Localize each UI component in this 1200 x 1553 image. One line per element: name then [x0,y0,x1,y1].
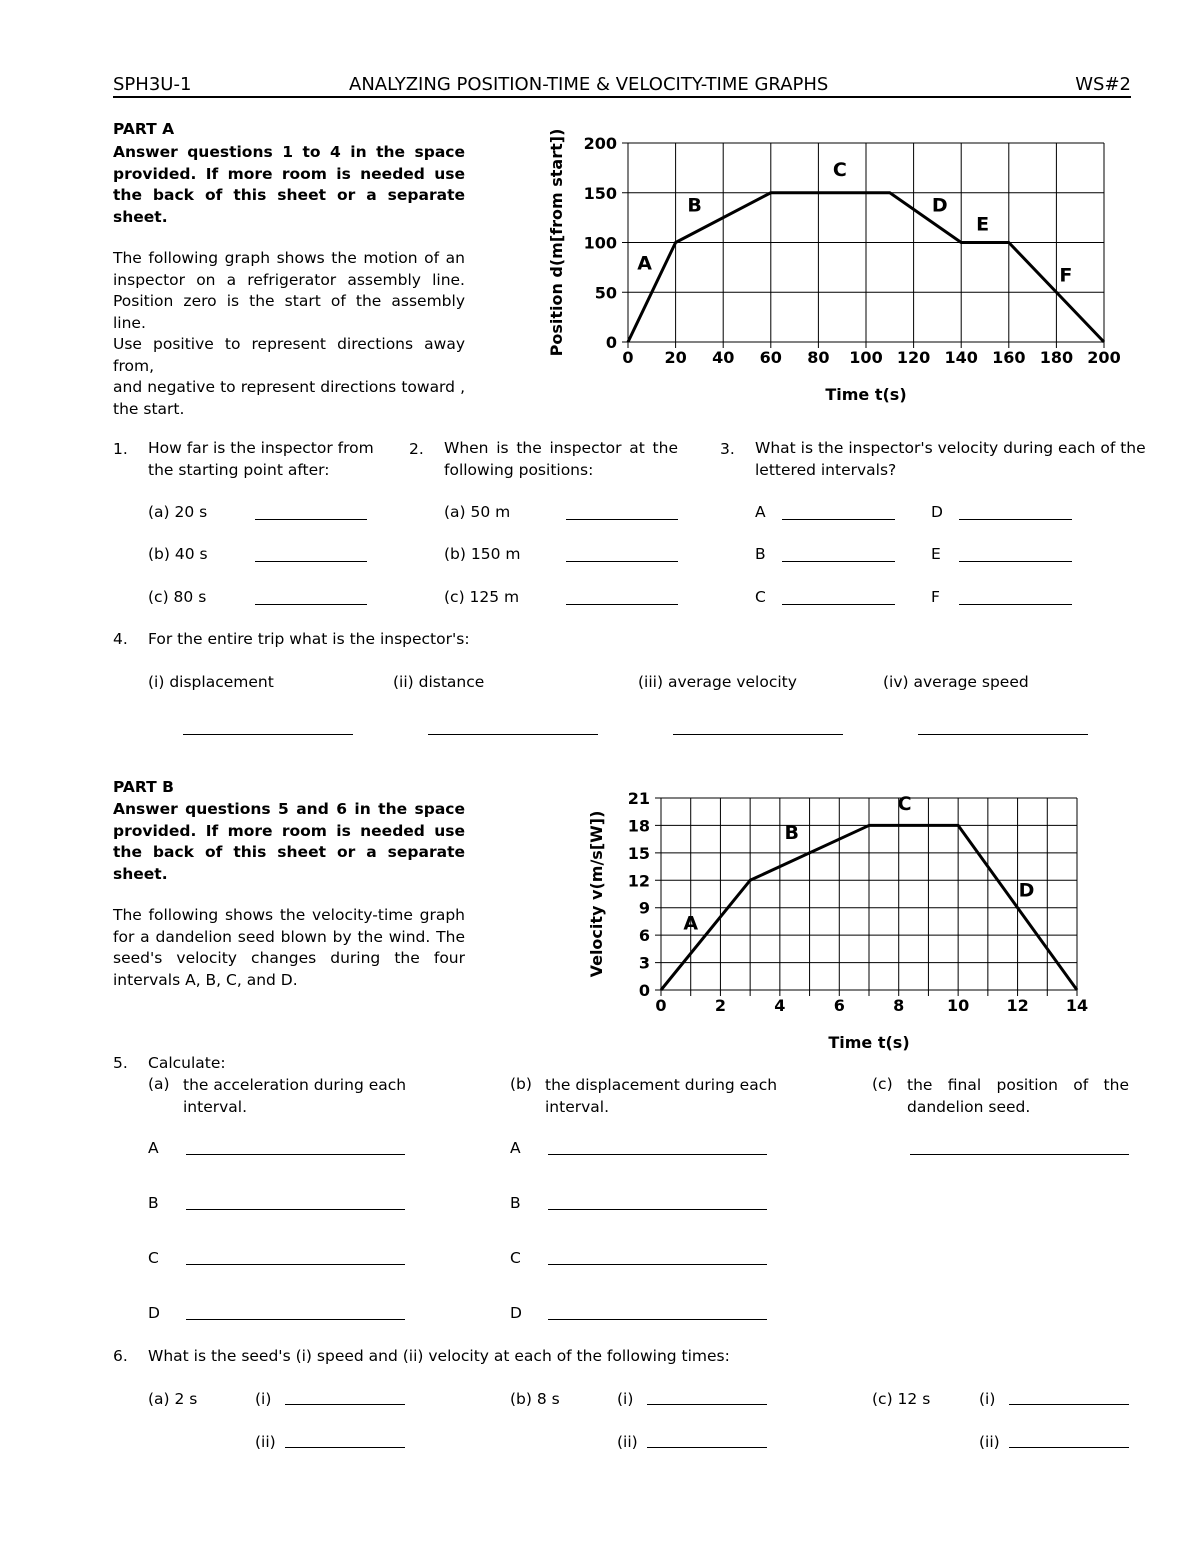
x-tick-label: 100 [849,348,883,367]
q1-number: 1. [113,440,128,458]
interval-label: B [784,822,799,845]
q3e-answer-blank[interactable] [959,561,1072,562]
y-tick-label: 18 [627,816,650,836]
x-tick-label: 0 [655,996,667,1015]
q1b-answer-blank[interactable] [255,561,367,562]
q3-number: 3. [720,440,735,458]
interval-label: E [976,213,990,236]
q5c-line: the final position of the [907,1076,1129,1094]
y-tick-label: 100 [583,233,617,253]
q4-iii-label: (iii) average velocity [638,673,797,691]
desc-line: the start. [113,399,185,418]
q2c-answer-blank[interactable] [566,604,678,605]
x-tick-label: 40 [712,348,735,367]
y-tick-label: 12 [627,871,650,891]
q3d-answer-blank[interactable] [959,519,1072,520]
q5a-b-blank[interactable] [186,1209,405,1210]
y-tick-label: 150 [583,183,617,203]
interval-label: F [1059,264,1073,287]
q6-number: 6. [113,1347,128,1365]
q6c-label: (c) 12 s [872,1390,931,1408]
y-tick-label: 0 [605,333,617,352]
q4-avg-velocity-blank[interactable] [673,734,843,735]
q5a-line: interval. [183,1097,248,1116]
q2-line: following positions: [444,460,594,479]
desc-line: and negative to represent directions toward , [113,378,465,396]
q4-distance-blank[interactable] [428,734,598,735]
q6b-speed-blank[interactable] [647,1404,767,1405]
q5b-row-c: C [510,1249,521,1267]
q5b-row-d: D [510,1304,522,1322]
q1c-answer-blank[interactable] [255,604,367,605]
instr-line: sheet. [113,207,168,226]
x-axis-label: Time t(s) [825,385,907,404]
q6b-label: (b) 8 s [510,1390,560,1408]
q3f-answer-blank[interactable] [959,604,1072,605]
velocity-time-graph [580,780,1100,1060]
q5b-b-blank[interactable] [548,1209,767,1210]
desc-line: The following shows the velocity-time graph [113,906,465,924]
q5a-label: (a) [148,1075,170,1093]
y-tick-label: 50 [594,283,617,303]
q5a-row-c: C [148,1249,159,1267]
q2b-label: (b) 150 m [444,545,521,563]
q3-line: What is the inspector's velocity during each of the [755,439,1146,457]
part-a-description [113,248,465,420]
q6b-velocity-blank[interactable] [647,1447,767,1448]
q4-displacement-blank[interactable] [183,734,353,735]
interval-label: C [832,158,847,181]
q5c-line: dandelion seed. [907,1097,1031,1116]
q1b-label: (b) 40 s [148,545,208,563]
q3-label-c: C [755,588,766,606]
desc-line: Position zero is the start of the assembly line. [113,292,465,332]
y-tick-label: 3 [638,953,650,973]
q4-ii-label: (ii) distance [393,673,485,691]
desc-line: The following graph shows the motion of an [113,249,465,267]
q5c-label: (c) [872,1075,893,1093]
x-tick-label: 120 [896,348,931,367]
instr-line: sheet. [113,864,168,883]
desc-line: inspector on a refrigerator assembly line. [113,270,465,289]
q2-line: When is the inspector at the [444,439,678,457]
x-tick-label: 0 [622,348,634,367]
q4-number: 4. [113,630,128,648]
q3b-answer-blank[interactable] [782,561,895,562]
q3a-answer-blank[interactable] [782,519,895,520]
q5a-line: the acceleration during each [183,1076,407,1094]
q1-line: How far is the inspector from [148,439,374,457]
x-tick-label: 8 [893,996,905,1015]
q2-text [444,438,678,481]
q1c-label: (c) 80 s [148,588,207,606]
q3-label-d: D [931,503,943,521]
x-axis-label: Time t(s) [828,1033,910,1052]
q5b-c-blank[interactable] [548,1264,767,1265]
interval-label: A [637,252,653,275]
q3-label-b: B [755,545,766,563]
q5-number: 5. [113,1054,128,1072]
y-axis-label: Position d(m[from start]) [547,128,566,357]
y-tick-label: 21 [627,789,650,808]
q5a-row-b: B [148,1194,159,1212]
q5b-label: (b) [510,1075,532,1093]
q5a-text [183,1075,406,1118]
q6a-i-label: (i) [255,1390,272,1408]
sheet-number: WS#2 [1075,74,1131,95]
part-a-instructions [113,142,465,228]
instr-line: provided. If more room is needed use [113,821,465,840]
position-time-graph [540,125,1140,415]
q6a-velocity-blank[interactable] [285,1447,405,1448]
part-b-description [113,905,465,991]
interval-label: D [1018,879,1035,902]
q3-line: lettered intervals? [755,460,897,479]
q6c-ii-label: (ii) [979,1433,1000,1451]
instr-line: the back of this sheet or a separate [113,186,465,204]
x-tick-label: 2 [714,996,726,1015]
x-tick-label: 12 [1006,996,1029,1015]
x-tick-label: 4 [774,996,786,1015]
header-rule [113,96,1131,98]
q4-i-label: (i) displacement [148,673,274,691]
q3-label-e: E [931,545,941,563]
interval-label: A [683,912,699,935]
q5b-d-blank[interactable] [548,1319,767,1320]
q5a-d-blank[interactable] [186,1319,405,1320]
x-tick-label: 14 [1065,996,1089,1015]
x-tick-label: 6 [833,996,845,1015]
q5a-row-a: A [148,1139,159,1157]
q6c-speed-blank[interactable] [1009,1404,1129,1405]
q2a-answer-blank[interactable] [566,519,678,520]
x-tick-label: 20 [664,348,687,367]
q1-line: the starting point after: [148,460,330,479]
course-code: SPH3U-1 [113,74,192,95]
q5a-c-blank[interactable] [186,1264,405,1265]
q1-text [148,438,374,481]
instr-line: the back of this sheet or a separate [113,843,465,861]
x-tick-label: 180 [1039,348,1074,367]
part-b-heading: PART B [113,778,174,796]
q5-text: Calculate: [148,1054,226,1072]
q2c-label: (c) 125 m [444,588,520,606]
part-a-heading: PART A [113,120,175,138]
q3-label-f: F [931,588,940,606]
x-tick-label: 10 [947,996,970,1015]
y-tick-label: 0 [638,981,650,1000]
q6b-ii-label: (ii) [617,1433,638,1451]
q6a-ii-label: (ii) [255,1433,276,1451]
q5b-line: the displacement during each [545,1076,778,1094]
worksheet-title: ANALYZING POSITION-TIME & VELOCITY-TIME GRAPHS [349,74,829,95]
q3c-answer-blank[interactable] [782,604,895,605]
instr-line: provided. If more room is needed use [113,164,465,183]
q6a-label: (a) 2 s [148,1390,198,1408]
x-tick-label: 140 [944,348,978,367]
y-tick-label: 200 [583,134,617,153]
instr-line: Answer questions 5 and 6 in the space [113,800,465,818]
y-tick-label: 15 [627,843,650,863]
desc-line: for a dandelion seed blown by the wind. The [113,927,465,946]
q3-label-a: A [755,503,766,521]
desc-line: intervals A, B, C, and D. [113,970,298,989]
x-tick-label: 80 [807,348,830,367]
q4-avg-speed-blank[interactable] [918,734,1088,735]
interval-label: C [897,792,912,815]
x-tick-label: 200 [1087,348,1121,367]
q5a-row-d: D [148,1304,160,1322]
q1a-answer-blank[interactable] [255,519,367,520]
part-b-instructions [113,799,465,885]
y-tick-label: 6 [638,926,650,946]
q6a-speed-blank[interactable] [285,1404,405,1405]
x-tick-label: 160 [992,348,1026,367]
q2b-answer-blank[interactable] [566,561,678,562]
q5a-a-blank[interactable] [186,1154,405,1155]
y-axis-label: Velocity v(m/s[W]) [587,810,606,978]
interval-label: B [687,194,702,217]
y-tick-label: 9 [638,898,650,918]
q3-text [755,438,1146,481]
q6b-i-label: (i) [617,1390,634,1408]
q4-text: For the entire trip what is the inspector's: [148,630,470,648]
q5c-text [907,1075,1129,1118]
q6c-i-label: (i) [979,1390,996,1408]
q5b-a-blank[interactable] [548,1154,767,1155]
q6-text: What is the seed's (i) speed and (ii) velocity at each of the following times: [148,1347,730,1365]
q5b-text [545,1075,777,1118]
instr-line: Answer questions 1 to 4 in the space [113,143,465,161]
q2a-label: (a) 50 m [444,503,511,521]
x-tick-label: 60 [759,348,782,367]
q5b-row-b: B [510,1194,521,1212]
q2-number: 2. [409,440,424,458]
desc-line: seed's velocity changes during the four [113,949,465,967]
desc-line: Use positive to represent directions away from, [113,335,465,375]
q4-iv-label: (iv) average speed [883,673,1029,691]
q5b-line: interval. [545,1097,610,1116]
q5b-row-a: A [510,1139,521,1157]
q6c-velocity-blank[interactable] [1009,1447,1129,1448]
interval-label: D [931,194,948,217]
q1a-label: (a) 20 s [148,503,208,521]
q5c-answer-blank[interactable] [910,1154,1129,1155]
